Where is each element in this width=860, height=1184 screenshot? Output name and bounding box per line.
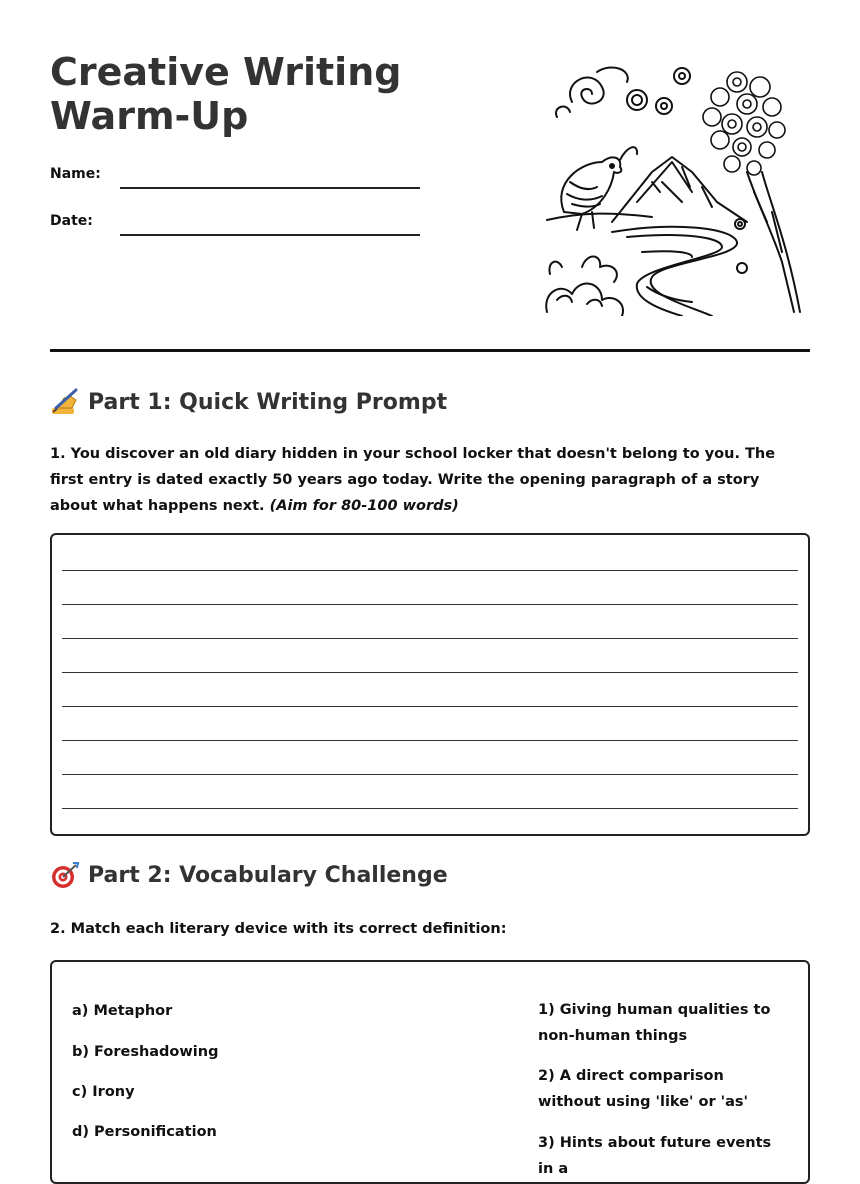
writing-line	[62, 672, 798, 673]
writing-line	[62, 740, 798, 741]
writing-line	[62, 570, 798, 571]
part2-heading	[50, 861, 448, 889]
part1-title: Part 1: Quick Writing Prompt	[88, 389, 448, 415]
question-1-hint: (Aim for 80-100 words)	[269, 498, 459, 514]
term-item: b) Foreshadowing	[72, 1044, 219, 1060]
question-1	[50, 441, 810, 519]
term-item: d) Personification	[72, 1124, 217, 1140]
date-label: Date:	[50, 213, 93, 229]
part2-title: Part 2: Vocabulary Challenge	[88, 862, 448, 888]
term-item: a) Metaphor	[72, 1003, 173, 1019]
writing-line	[62, 706, 798, 707]
page-title: Creative Writing Warm-Up	[50, 50, 402, 138]
writing-line	[62, 808, 798, 809]
name-field[interactable]	[120, 187, 420, 189]
definition-item: 1) Giving human qualities to non-human things	[538, 1002, 771, 1044]
date-field[interactable]	[120, 234, 420, 236]
term-item: c) Irony	[72, 1084, 135, 1100]
writing-answer-box[interactable]	[50, 533, 810, 836]
question-2: 2. Match each literary device with its correct definition:	[50, 921, 507, 937]
definition-item: 2) A direct comparison without using 'like' or 'as'	[538, 1068, 748, 1110]
definition-item: 3) Hints about future events in a	[538, 1135, 772, 1177]
target-icon	[50, 861, 80, 889]
writing-line	[62, 604, 798, 605]
landscape-illustration	[542, 62, 804, 316]
question-1-text: 1. You discover an old diary hidden in your school locker that doesn't belong to you. The first entry is dated exactly 50 years ago today. Write the opening paragraph of a story about what happens next.	[50, 446, 776, 514]
writing-line	[62, 638, 798, 639]
name-label: Name:	[50, 166, 101, 182]
writing-hand-icon	[50, 388, 80, 416]
header-divider	[50, 349, 810, 352]
writing-line	[62, 774, 798, 775]
matching-box	[50, 960, 810, 1184]
part1-heading	[50, 388, 447, 416]
